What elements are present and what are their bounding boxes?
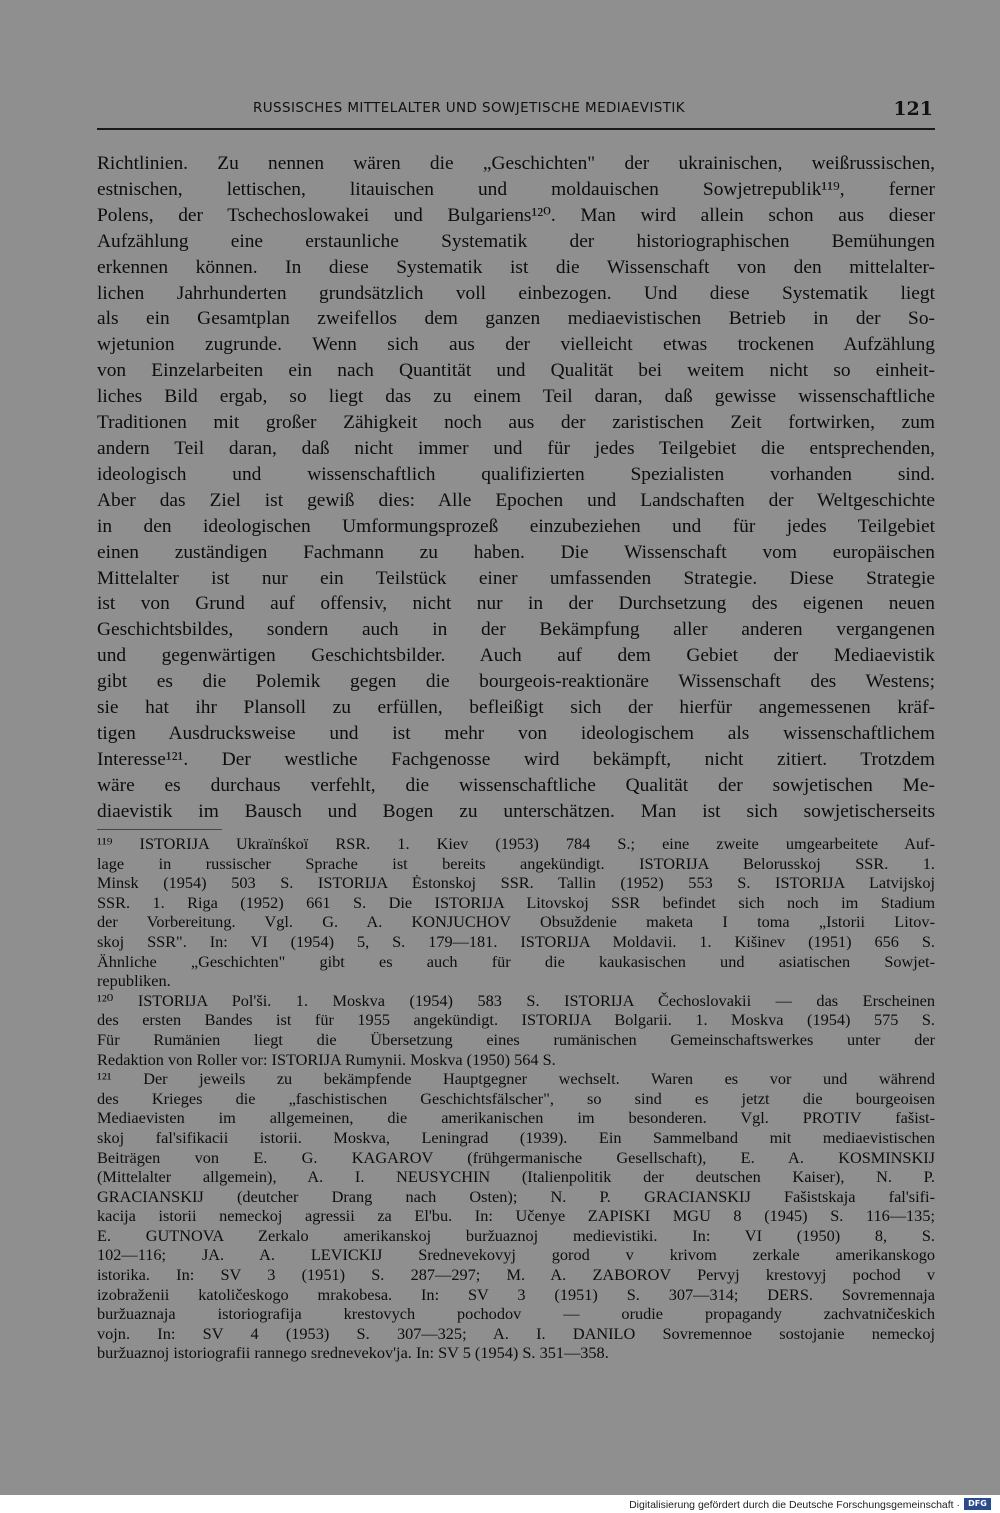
text-line: Geschichtsbildes, sondern auch in der Bekämpfung aller anderen vergangenen <box>97 619 935 641</box>
page-number: 121 <box>893 98 933 120</box>
text-line: Aufzählung eine erstaunliche Systematik der historiographischen Bemühungen <box>97 230 935 252</box>
footnote-line: lage in russischer Sprache ist bereits angekündigt. ISTORIJA Belorusskoj SSR. 1. <box>97 853 935 873</box>
text-line: diaevistik im Bausch und Bogen zu unterschätzen. Man ist sich sowjetischerseits <box>97 800 935 822</box>
dfg-logo: DFG <box>964 1498 991 1510</box>
footnote-line: Ähnliche „Geschichten" gibt es auch für die kaukasischen und asiatischen Sowjet- <box>97 951 935 971</box>
running-header <box>97 98 935 130</box>
main-text <box>97 151 935 825</box>
footnote-line: E. GUTNOVA Zerkalo amerikanskoj buržuaznoj medievistiki. In: VI (1950) 8, S. <box>97 1225 935 1245</box>
text-line: wjetunion zugrunde. Wenn sich aus der vielleicht etwas trockenen Aufzählung <box>97 334 935 356</box>
footnote-line: republiken. <box>97 971 171 991</box>
footnote <box>97 1069 935 1363</box>
footnote-line: Minsk (1954) 503 S. ISTORIJA Ėstonskoj SSR. Tallin (1952) 553 S. ISTORIJA Latvijskoj <box>97 873 935 893</box>
text-line: gibt es die Polemik gegen die bourgeois-reaktionäre Wissenschaft des Westens; <box>97 671 935 693</box>
footnote-line: des Krieges die „faschistischen Geschichtsfälscher", so sind es jetzt die bourgeoisen <box>97 1088 935 1108</box>
footnote-line: Für Rumänien liegt die Übersetzung eines rumänischen Gemeinschaftswerkes unter der <box>97 1029 935 1049</box>
footnotes <box>97 834 935 1363</box>
text-line: ist von Grund auf offensiv, nicht nur in der Durchsetzung des eigenen neuen <box>97 593 935 615</box>
text-line: Polens, der Tschechoslowakei und Bulgariens¹²⁰. Man wird allein schon aus dieser <box>97 204 935 226</box>
text-line: Mittelalter ist nur ein Teilstück einer umfassenden Strategie. Diese Strategie <box>97 567 935 589</box>
text-line: einen zuständigen Fachmann zu haben. Die Wissenschaft vom europäischen <box>97 541 935 563</box>
text-line: und gegenwärtigen Geschichtsbilder. Auch auf dem Gebiet der Mediaevistik <box>97 645 935 667</box>
footnote-line: skoj fal'sifikacii istorii. Moskva, Leningrad (1939). Ein Sammelband mit mediaevistischen <box>97 1127 935 1147</box>
footnote-line: kacija istorii nemeckoj agressii za El'bu. In: Učenye ZAPISKI MGU 8 (1945) S. 116—135; <box>97 1206 935 1226</box>
footnote-separator <box>97 829 222 830</box>
footnote-line: Redaktion von Roller vor: ISTORIJA Rumynii. Moskva (1950) 564 S. <box>97 1049 556 1069</box>
footnote-line: 102—116; JA. A. LEVICKIJ Srednevekovyj gorod v krivom zerkale amerikanskogo <box>97 1245 935 1265</box>
text-line: ideologisch und wissenschaftlich qualifizierten Spezialisten vorhanden sind. <box>97 463 935 485</box>
text-line: Aber das Ziel ist gewiß dies: Alle Epochen und Landschaften der Weltgeschichte <box>97 489 935 511</box>
text-line: sie hat ihr Plansoll zu erfüllen, befleißigt sich der hierfür angemessenen kräf- <box>97 697 935 719</box>
text-line: Richtlinien. Zu nennen wären die „Geschichten" der ukrainischen, weißrussischen, <box>97 153 935 174</box>
text-line: Traditionen mit großer Zähigkeit noch aus der zaristischen Zeit fortwirken, zum <box>97 412 935 434</box>
footnote-line: (Mittelalter allgemein), A. I. NEUSYCHIN (Italienpolitik der deutschen Kaiser), N. P. <box>97 1167 935 1187</box>
text-line: lichen Jahrhunderten grundsätzlich voll einbezogen. Und diese Systematik liegt <box>97 282 935 304</box>
footnote-line: ¹²⁰ ISTORIJA Pol'ši. 1. Moskva (1954) 583 S. ISTORIJA Čechoslovakii — das Erscheinen <box>97 990 935 1010</box>
footnote <box>97 991 935 1069</box>
footnote-line: Beiträgen von E. G. KAGAROV (frühgermanische Gesellschaft), E. A. KOSMINSKIJ <box>97 1147 935 1167</box>
footnote-line: buržuaznoj istoriografii rannego srednevekov'ja. In: SV 5 (1954) S. 351—358. <box>97 1343 609 1363</box>
footnote-line: buržuaznaja istoriografija krestovych pochodov — orudie propagandy zachvatničeskich <box>97 1304 935 1324</box>
text-line: Interesse¹²¹. Der westliche Fachgenosse wird bekämpft, nicht zitiert. Trotzdem <box>97 748 935 770</box>
footnote-line: der Vorbereitung. Vgl. G. A. KONJUCHOV Obsuždenie maketa I toma „Istorii Litov- <box>97 912 935 932</box>
footnote-line: istorika. In: SV 3 (1951) S. 287—297; M. A. ZABOROV Pervyj krestovyj pochod v <box>97 1265 935 1285</box>
footnote-line: skoj SSR". In: VI (1954) 5, S. 179—181. ISTORIJA Moldavii. 1. Kišinev (1951) 656 S. <box>97 931 935 951</box>
text-line: von Einzelarbeiten ein nach Quantität und Qualität bei weitem nicht so einheit- <box>97 360 935 382</box>
text-line: wäre es durchaus verfehlt, die wissenschaftliche Qualität der sowjetischen Me- <box>97 774 935 796</box>
footnote-line: SSR. 1. Riga (1952) 661 S. Die ISTORIJA Litovskoj SSR befindet sich noch im Stadium <box>97 892 935 912</box>
footnote-line: ¹¹⁹ ISTORIJA Ukraïnśkoï RSR. 1. Kiev (1953) 784 S.; eine zweite umgearbeitete Auf- <box>97 834 935 853</box>
footnote-line: izobraženii katoličeskogo mrakobesa. In: SV 3 (1951) S. 307—314; DERS. Sovremennaja <box>97 1284 935 1304</box>
text-line: estnischen, lettischen, litauischen und moldauischen Sowjetrepublik¹¹⁹, ferner <box>97 178 935 200</box>
footnote <box>97 834 935 991</box>
footnote-line: vojn. In: SV 4 (1953) S. 307—325; A. I. DANILO Sovremennoe sostojanie nemeckoj <box>97 1323 935 1343</box>
text-line: liches Bild ergab, so liegt das zu einem Teil daran, daß gewisse wissenschaftliche <box>97 386 935 408</box>
footnote-line: ¹²¹ Der jeweils zu bekämpfende Hauptgegner wechselt. Waren es vor und während <box>97 1069 935 1089</box>
text-line: tigen Ausdrucksweise und ist mehr von ideologischem als wissenschaftlichem <box>97 722 935 744</box>
text-line: andern Teil daran, daß nicht immer und für jedes Teilgebiet die entsprechenden, <box>97 437 935 459</box>
text-line: als ein Gesamtplan zweifellos dem ganzen mediaevistischen Betrieb in der So- <box>97 308 935 330</box>
footnote-line: des ersten Bandes ist für 1955 angekündigt. ISTORIJA Bolgarii. 1. Moskva (1954) 575 S. <box>97 1010 935 1030</box>
footnote-line: Mediaevisten im allgemeinen, die amerikanischen im besonderen. Vgl. PROTIV fašist- <box>97 1108 935 1128</box>
text-line: erkennen können. In diese Systematik ist die Wissenschaft von den mittelalter- <box>97 256 935 278</box>
funding-credit: Digitalisierung gefördert durch die Deutsche Forschungsgemeinschaft · <box>629 1499 960 1511</box>
footnote-line: GRACIANSKIJ (deutcher Drang nach Osten); N. P. GRACIANSKIJ Fašistskaja fal'sifi- <box>97 1186 935 1206</box>
running-title: RUSSISCHES MITTELALTER UND SOWJETISCHE MEDIAEVISTIK <box>253 100 686 116</box>
text-line: in den ideologischen Umformungsprozeß einzubeziehen und für jedes Teilgebiet <box>97 515 935 537</box>
